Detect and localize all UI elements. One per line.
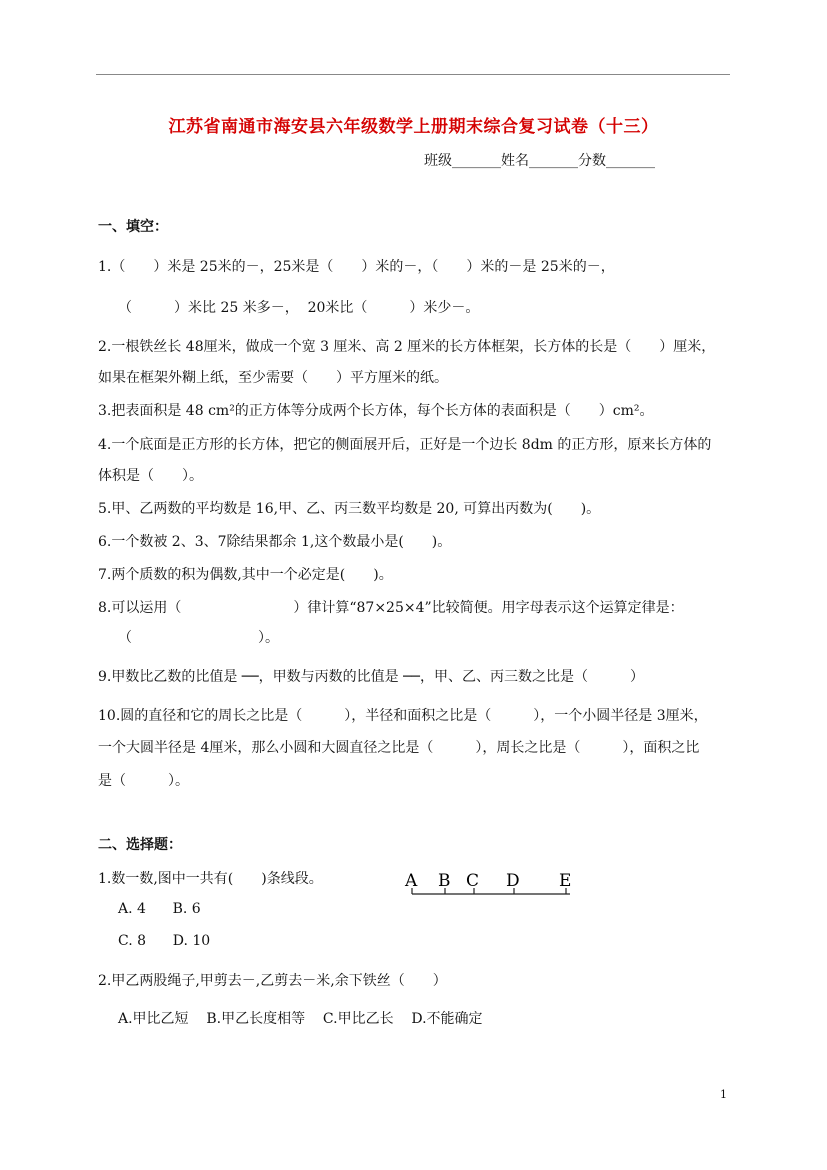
question-line: （ ）米比 25 米多－， 20米比（ ）米少－。: [118, 300, 480, 316]
question-line: 6.一个数被 2、3、7除结果都余 1,这个数最小是( )。: [98, 534, 452, 550]
point-label-d: D: [506, 871, 520, 891]
student-info-line: 班级_______姓名_______分数_______: [424, 153, 655, 169]
question-line: 2.甲乙两股绳子,甲剪去－,乙剪去－米,余下铁丝（ ）: [98, 973, 447, 989]
question-line: （ ）。: [118, 630, 279, 646]
point-label-c: C: [466, 871, 480, 891]
question-line: 一个大圆半径是 4厘米，那么小圆和大圆直径之比是（ ），周长之比是（ ），面积之比: [98, 740, 700, 756]
question-line: 5.甲、乙两数的平均数是 16,甲、乙、丙三数平均数是 20, 可算出丙数为( )。: [98, 501, 601, 517]
question-line: 如果在框架外糊上纸，至少需要（ ）平方厘米的纸。: [98, 370, 448, 386]
option-line: A. 4 B. 6: [118, 901, 201, 917]
option-line: A.甲比乙短 B.甲乙长度相等 C.甲比乙长 D.不能确定: [118, 1011, 483, 1027]
point-label-b: B: [438, 871, 451, 891]
question-line: 8.可以运用（ ）律计算“87×25×4”比较简便。用字母表示这个运算定律是：: [98, 600, 684, 616]
question-line: 体积是（ ）。: [98, 468, 203, 484]
option-line: C. 8 D. 10: [118, 933, 211, 949]
exam-title: 江苏省南通市海安县六年级数学上册期末综合复习试卷（十三）: [168, 117, 659, 137]
question-line: 3.把表面积是 48 cm²的正方体等分成两个长方体，每个长方体的表面积是（ ）cm²。: [98, 403, 654, 419]
question-line: 1.（ ）米是 25米的－，25米是（ ）米的－，（ ）米的－是 25米的－，: [98, 259, 615, 275]
question-line: 1.数一数,图中一共有( )条线段。: [98, 871, 323, 887]
question-line: 7.两个质数的积为偶数,其中一个必定是( )。: [98, 567, 393, 583]
question-line: 4.一个底面是正方形的长方体，把它的侧面展开后，正好是一个边长 8dm 的正方形，原来长方体的: [98, 437, 712, 453]
header-rule: [96, 74, 730, 75]
section-choice-heading: 二、选择题：: [98, 837, 182, 853]
question-line: 10.圆的直径和它的周长之比是（ ），半径和面积之比是（ ），一个小圆半径是 3厘米，: [98, 708, 708, 724]
line-segment-figure: [404, 868, 576, 902]
point-label-e: E: [559, 871, 572, 891]
point-label-a: A: [405, 871, 418, 891]
question-line: 9.甲数比乙数的比值是 ──，甲数与丙数的比值是 ──，甲、乙、丙三数之比是（ ）: [98, 669, 644, 685]
page-number: 1: [720, 1088, 727, 1101]
question-line: 2.一根铁丝长 48厘米，做成一个宽 3 厘米、高 2 厘米的长方体框架，长方体的长是（ ）厘米，: [98, 339, 716, 355]
question-line: 是（ ）。: [98, 773, 189, 789]
section-fill-in-heading: 一、填空：: [98, 219, 168, 235]
